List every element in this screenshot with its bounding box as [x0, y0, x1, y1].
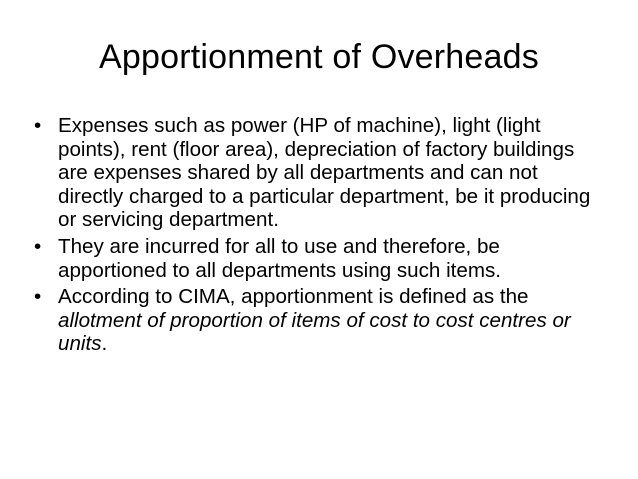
bullet-text: Expenses such as power (HP of machine), light (light points), rent (floor area), depreciation of factory buildings are expenses shared by all departments and can not directly charged to a particular department, be it producing or servicing department. [58, 114, 591, 232]
bullet-item [34, 235, 594, 282]
bullet-text-lead: According to CIMA, apportionment is defined as the [58, 285, 529, 309]
bullet-text: They are incurred for all to use and therefore, be apportioned to all departments using such items. [58, 234, 502, 282]
bullet-item [34, 114, 594, 232]
bullet-marker: • [34, 114, 42, 137]
slide-title: Apportionment of Overheads [99, 38, 539, 76]
bullet-text-end: . [101, 332, 108, 356]
bullet-list [34, 114, 594, 359]
bullet-item [34, 285, 594, 356]
bullet-marker: • [34, 234, 42, 258]
bullet-marker: • [34, 285, 42, 309]
bullet-text-definition: allotment of proportion of items of cost to cost centres or units [58, 308, 571, 356]
